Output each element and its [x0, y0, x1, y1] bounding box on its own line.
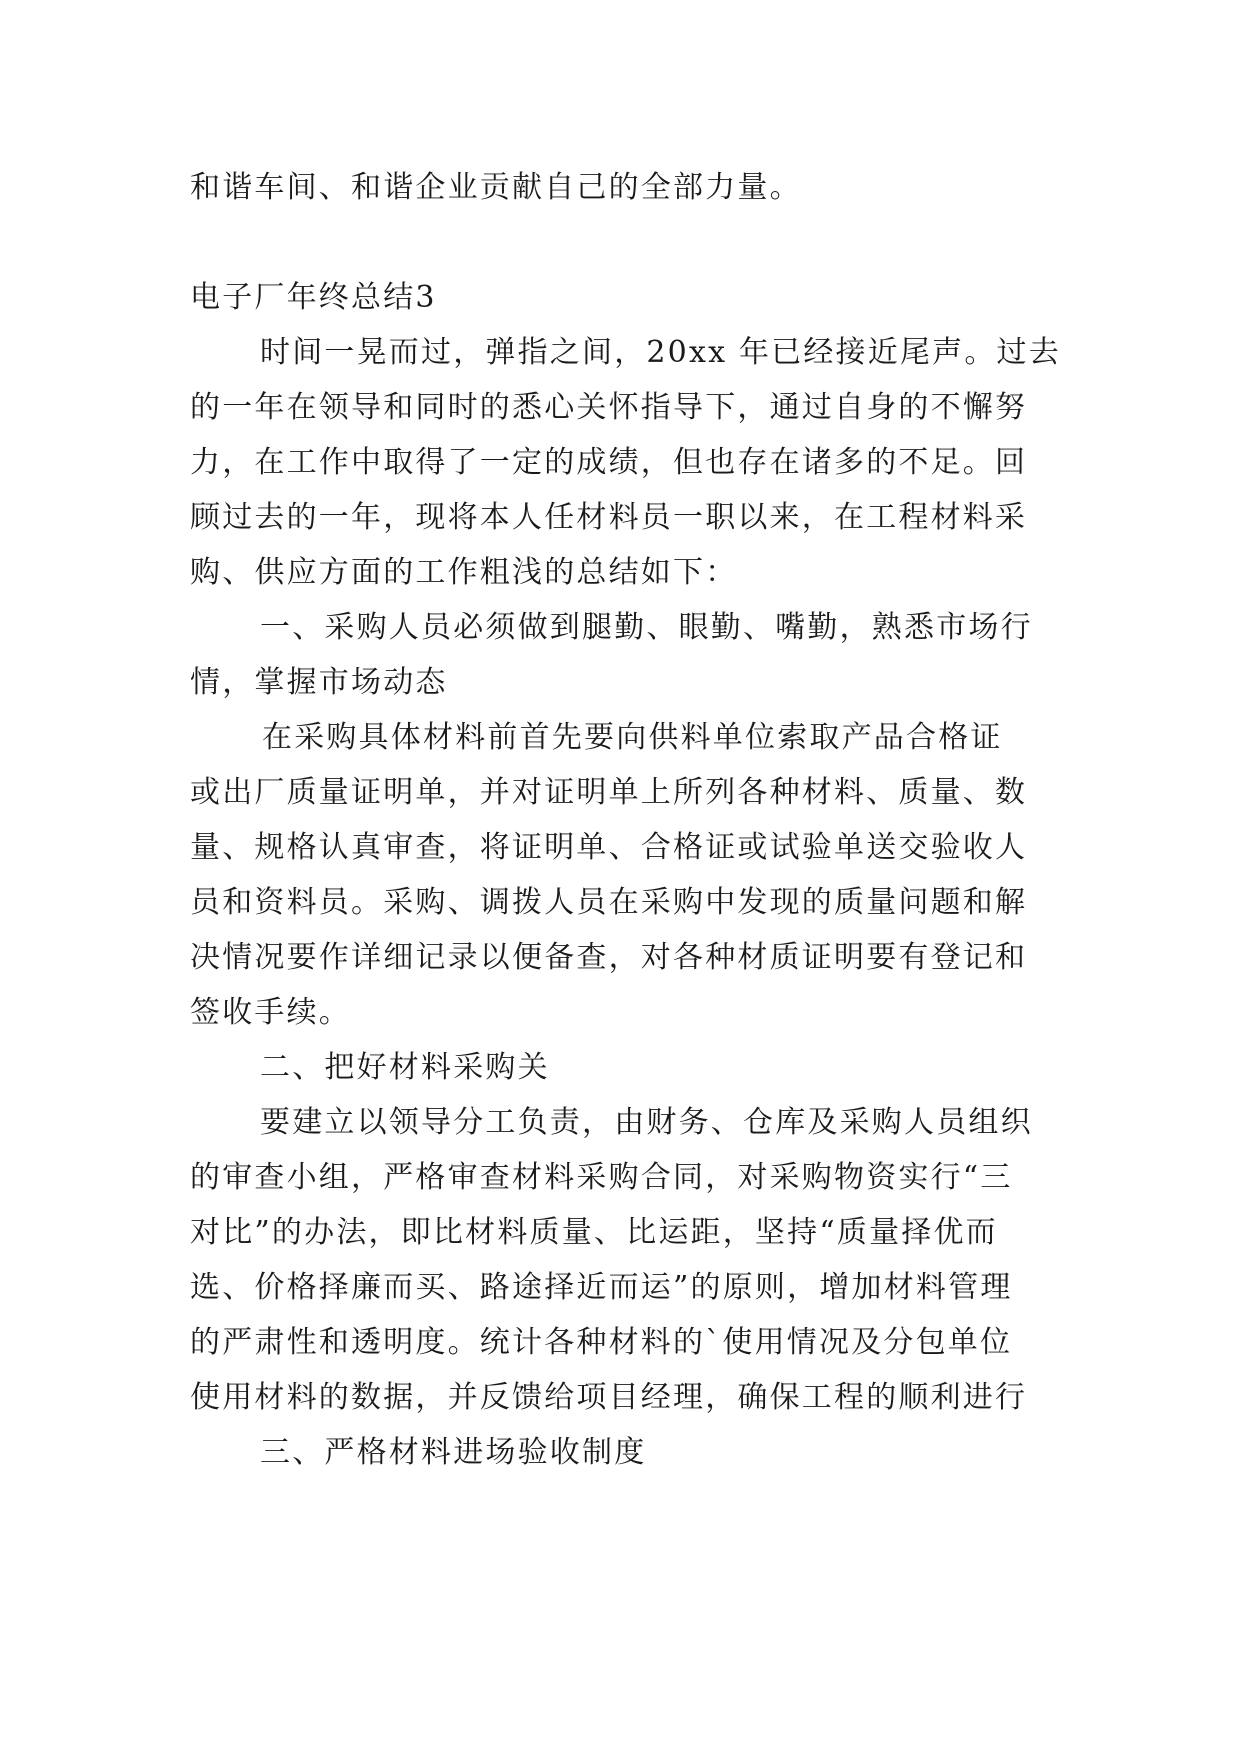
closing-line: 和谐车间、和谐企业贡献自己的全部力量。 — [190, 170, 802, 205]
section-title: 电子厂年终总结3 — [190, 280, 437, 315]
paragraph-line: 对比”的办法，即比材料质量、比运距，坚持“质量择优而 — [190, 1215, 998, 1250]
paragraph-line: 的一年在领导和同时的悉心关怀指导下，通过自身的不懈努 — [190, 390, 1028, 425]
paragraph-line: 量、规格认真审查，将证明单、合格证或试验单送交验收人 — [190, 830, 1028, 865]
closing-line-block — [190, 160, 1050, 215]
paragraph-line: 顾过去的一年，现将本人任材料员一职以来，在工程材料采 — [190, 500, 1028, 535]
paragraph-review — [190, 1095, 1050, 1425]
heading-line: 情，掌握市场动态 — [190, 665, 448, 700]
heading-one — [190, 600, 1050, 710]
heading-two — [190, 1040, 1050, 1095]
paragraph-line: 选、价格择廉而买、路途择近而运”的原则，增加材料管理 — [190, 1270, 1013, 1305]
heading-three — [190, 1425, 1050, 1480]
paragraph-line: 要建立以领导分工负责，由财务、仓库及采购人员组织 — [260, 1105, 1033, 1140]
paragraph-line: 的严肃性和透明度。统计各种材料的`使用情况及分包单位 — [190, 1325, 1013, 1360]
paragraph-line: 签收手续。 — [190, 995, 351, 1030]
paragraph-line: 力，在工作中取得了一定的成绩，但也存在诸多的不足。回 — [190, 445, 1028, 480]
paragraph-line: 或出厂质量证明单，并对证明单上所列各种材料、质量、数 — [190, 775, 1028, 810]
heading-line: 一、采购人员必须做到腿勤、眼勤、嘴勤，熟悉市场行 — [260, 610, 1033, 645]
paragraph-line: 使用材料的数据，并反馈给项目经理，确保工程的顺利进行 — [190, 1380, 1028, 1415]
section-title-block — [190, 270, 1050, 325]
paragraph-line: 决情况要作详细记录以便备查，对各种材质证明要有登记和 — [190, 940, 1028, 975]
paragraph-procurement — [190, 710, 1050, 1040]
paragraph-line: 在采购具体材料前首先要向供料单位索取产品合格证 — [262, 720, 1003, 755]
paragraph-line: 购、供应方面的工作粗浅的总结如下： — [190, 555, 738, 590]
paragraph-line: 员和资料员。采购、调拨人员在采购中发现的质量问题和解 — [190, 885, 1028, 920]
paragraph-line: 时间一晃而过，弹指之间，20xx 年已经接近尾声。过去 — [260, 335, 1061, 370]
paragraph-line: 的审查小组，严格审查材料采购合同，对采购物资实行“三 — [190, 1160, 1013, 1195]
heading-line: 三、严格材料进场验收制度 — [260, 1435, 647, 1470]
heading-line: 二、把好材料采购关 — [260, 1050, 550, 1085]
paragraph-intro — [190, 325, 1061, 600]
